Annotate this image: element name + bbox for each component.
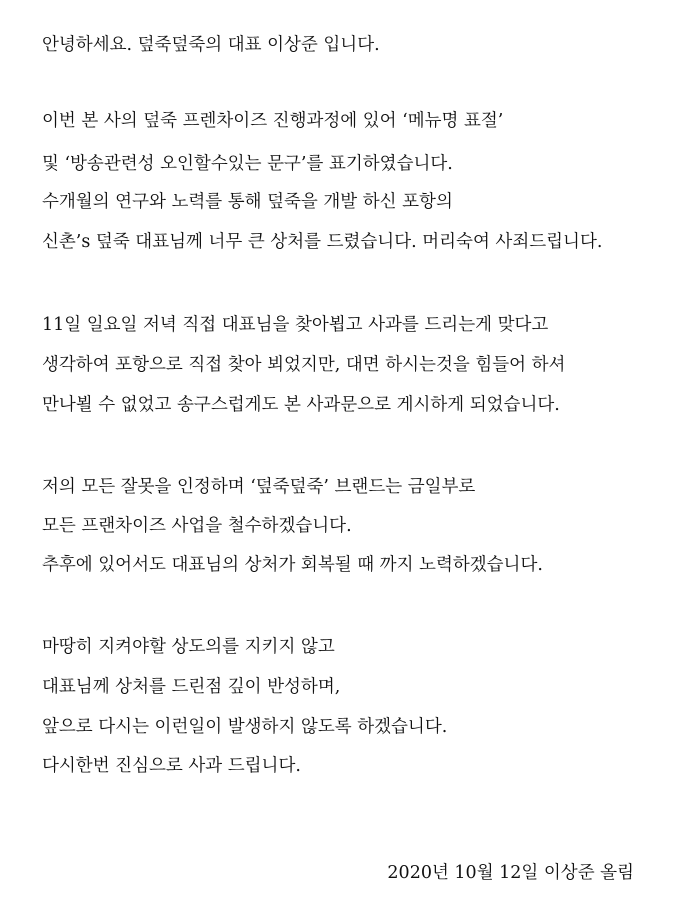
paragraph-4-line-2: 대표님께 상처를 드린점 깊이 반성하며, xyxy=(42,677,341,697)
paragraph-2-line-2: 생각하여 포항으로 직접 찾아 뵈었지만, 대면 하시는것을 힘들어 하셔 xyxy=(42,355,566,375)
paragraph-4-line-3: 앞으로 다시는 이런일이 발생하지 않도록 하겠습니다. xyxy=(42,717,448,737)
paragraph-1-line-3: 수개월의 연구와 노력를 통해 덮죽을 개발 하신 포항의 xyxy=(42,192,453,212)
paragraph-2-line-3: 만나뵐 수 없었고 송구스럽게도 본 사과문으로 게시하게 되었습니다. xyxy=(42,395,560,415)
signature-line: 2020년 10월 12일 이상준 올림 xyxy=(387,863,634,883)
paragraph-1-line-2: 및 ‘방송관련성 오인할수있는 문구’를 표기하였습니다. xyxy=(42,154,453,174)
greeting-line: 안녕하세요. 덮죽덮죽의 대표 이상준 입니다. xyxy=(42,35,380,55)
paragraph-3-line-3: 추후에 있어서도 대표님의 상처가 회복될 때 까지 노력하겠습니다. xyxy=(42,555,543,575)
paragraph-4-line-4: 다시한번 진심으로 사과 드립니다. xyxy=(42,756,301,776)
paragraph-3-line-2: 모든 프랜차이즈 사업을 철수하겠습니다. xyxy=(42,516,352,536)
paragraph-3-line-1: 저의 모든 잘못을 인정하며 ‘덮죽덮죽’ 브랜드는 금일부로 xyxy=(42,477,476,497)
paragraph-1-line-4: 신촌’s 덮죽 대표님께 너무 큰 상처를 드렸습니다. 머리숙여 사죄드립니다. xyxy=(42,232,603,252)
paragraph-1-line-1: 이번 본 사의 덮죽 프렌차이즈 진행과정에 있어 ‘메뉴명 표절’ xyxy=(42,111,504,131)
paragraph-4-line-1: 마땅히 지켜야할 상도의를 지키지 않고 xyxy=(42,637,335,657)
paragraph-2-line-1: 11일 일요일 저녁 직접 대표님을 찾아뵙고 사과를 드리는게 맞다고 xyxy=(42,315,549,335)
